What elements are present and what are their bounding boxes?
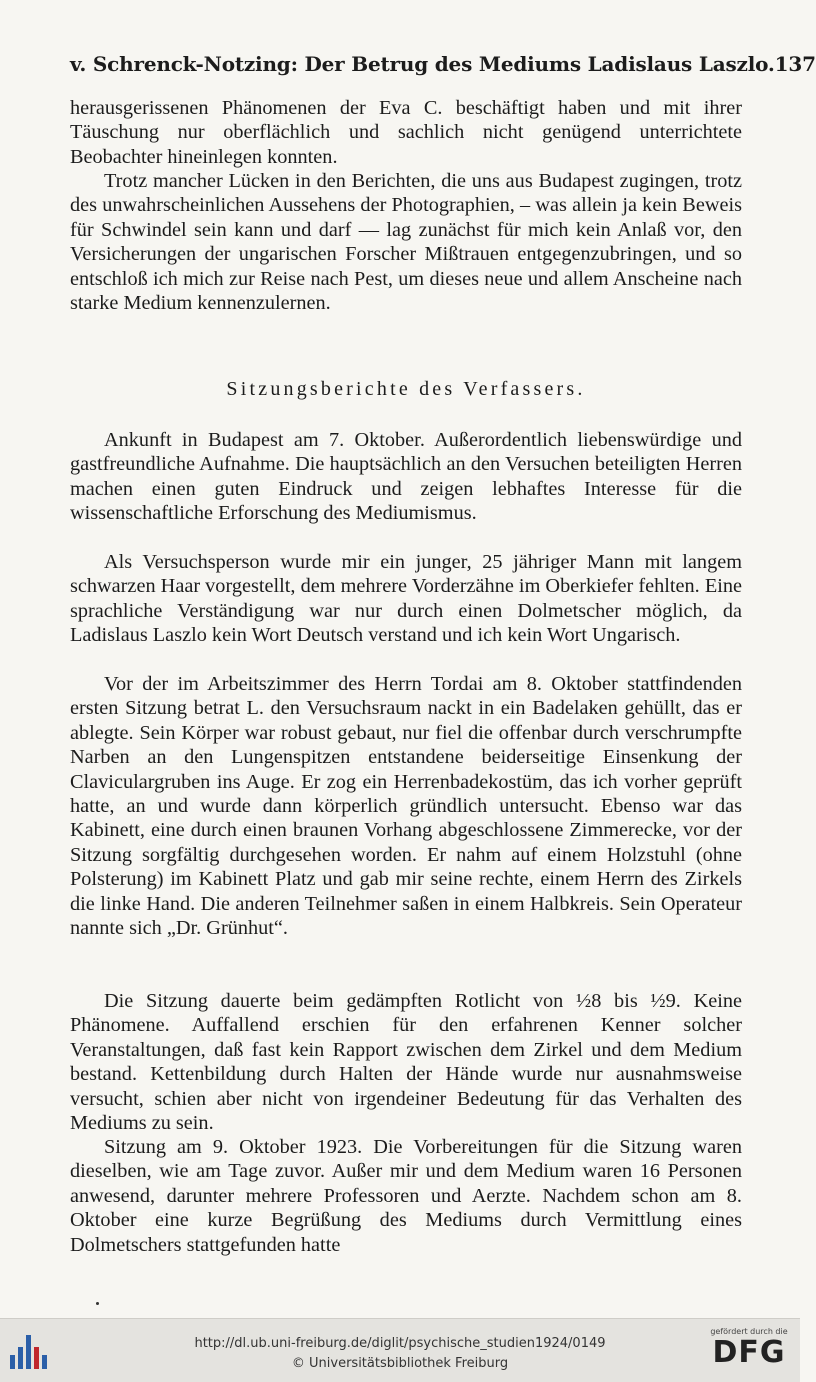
paragraph-7: Sitzung am 9. Oktober 1923. Die Vorbereitungen für die Sitzung waren dieselben, wie am Tage zuvor. Außer mir und dem Medium waren 16 Personen anwesend, darunter mehrere Professoren und Aerzte. Nachdem schon am 8. Oktober eine kurze Begrüßung des Mediums durch Vermittlung eines Dolmetschers stattgefunden hatte bbox=[70, 1136, 742, 1256]
paragraph-2: Trotz mancher Lücken in den Berichten, die uns aus Budapest zugingen, trotz des unwahrscheinlichen Aussehens der Photographien, – was allein ja kein Beweis für Schwindel sein kann und darf — lag zunächst für mich kein Anlaß vor, den Versicherungen der ungarischen Forscher Mißtrauen entgegenzubringen, und so entschloß ich mich zur Reise nach Pest, um dieses neue und allem Anscheine nach starke Medium kennenzulernen. bbox=[70, 170, 742, 315]
library-logo-icon bbox=[10, 1335, 52, 1369]
copyright-notice: © Universitätsbibliothek Freiburg bbox=[291, 1356, 509, 1371]
paragraph-4: Als Versuchsperson wurde mir ein junger, 25 jähriger Mann mit langem schwarzen Haar vorgestellt, dem mehrere Vorderzähne im Oberkiefer fehlten. Eine sprachliche Verständigung war nur durch einen Dolmetscher möglich, da Ladislaus Laszlo kein Wort Deutsch verstand und ich kein Wort Ungarisch. bbox=[70, 551, 742, 647]
running-header bbox=[70, 52, 816, 76]
permalink-url[interactable]: http://dl.ub.uni-freiburg.de/diglit/psychische_studien1924/0149 bbox=[194, 1336, 606, 1351]
running-title: v. Schrenck-Notzing: Der Betrug des Mediums Ladislaus Laszlo. bbox=[70, 52, 775, 76]
dfg-tagline: gefördert durch die bbox=[710, 1327, 788, 1336]
dfg-logo bbox=[706, 1327, 792, 1370]
scan-speck bbox=[96, 1302, 99, 1305]
viewer-footer bbox=[0, 1318, 800, 1382]
paragraph-5: Vor der im Arbeitszimmer des Herrn Tordai am 8. Oktober stattfindenden ersten Sitzung betrat L. den Versuchsraum nackt in ein Badelaken gehüllt, das er ablegte. Sein Körper war robust gebaut, nur fiel die offenbar durch verschrumpfte Narben an den Lungenspitzen entstandene beiderseitige Einsenkung der Claviculargruben ins Auge. Er zog ein Herrenbadekostüm, das ich vorher geprüft hatte, an und wurde dann körperlich gründlich untersucht. Ebenso war das Kabinett, eine durch einen braunen Vorhang abgeschlossene Zimmerecke, vor der Sitzung sorgfältig durchgesehen worden. Er nahm auf einem Holzstuhl (ohne Polsterung) im Kabinett Platz und gab mir seine rechte, einem Herrn des Zirkels die linke Hand. Die anderen Teilnehmer saßen in einem Halbkreis. Sein Operateur nannte sich „Dr. Grünhut“. bbox=[70, 673, 742, 940]
paragraph-6: Die Sitzung dauerte beim gedämpften Rotlicht von ½8 bis ½9. Keine Phänomene. Auffallend erschien für den erfahrenen Kenner solcher Veranstaltungen, daß fast kein Rapport zwischen dem Zirkel und dem Medium bestand. Kettenbildung durch Halten der Hände wurde nur ausnahmsweise versucht, schien aber nicht von irgendeiner Bedeutung für das Verhalten des Mediums zu sein. bbox=[70, 990, 742, 1135]
paragraph-3: Ankunft in Budapest am 7. Oktober. Außerordentlich liebenswürdige und gastfreundliche Aufnahme. Die hauptsächlich an den Versuchen beteiligten Herren machen einen guten Eindruck und zeigen lebhaftes Interesse für die wissenschaftliche Erforschung des Mediumismus. bbox=[70, 429, 742, 525]
paragraph-1: herausgerissenen Phänomenen der Eva C. beschäftigt haben und mit ihrer Täuschung nur oberflächlich und sachlich nicht genügend unterrichtete Beobachter hineinlegen konnten. bbox=[70, 97, 742, 168]
page-number: 137 bbox=[774, 52, 816, 76]
section-title: Sitzungsberichte des Verfassers. bbox=[226, 378, 586, 400]
dfg-logo-text: DFG bbox=[712, 1335, 786, 1370]
